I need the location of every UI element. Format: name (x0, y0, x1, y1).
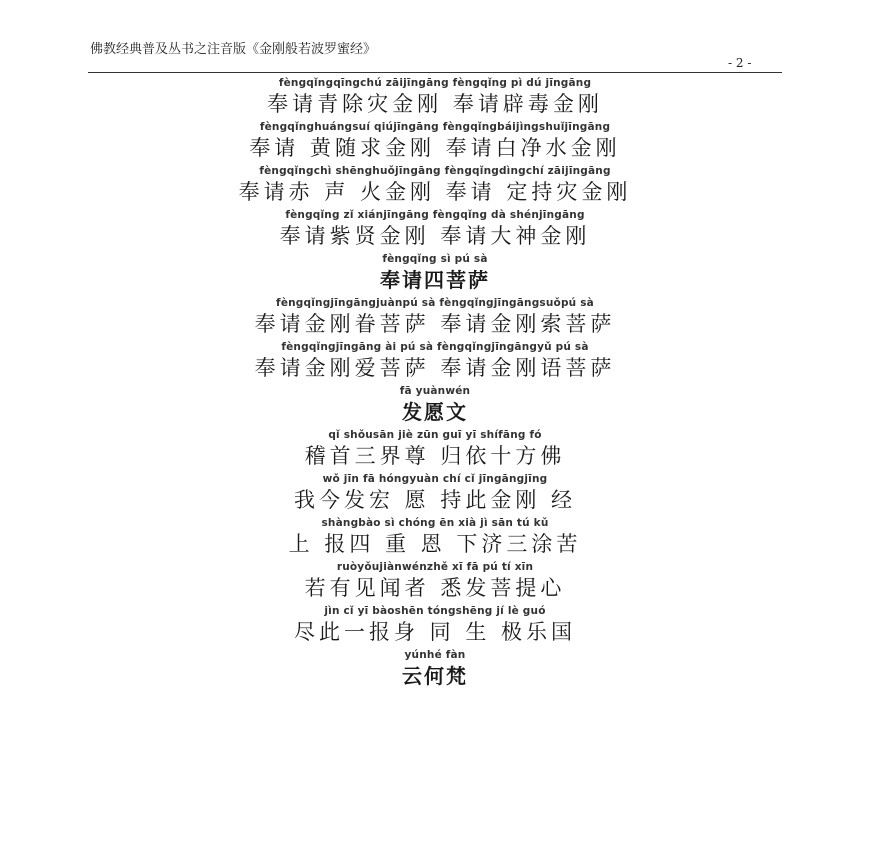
hanzi-line: 上 报四 重 恩 下济三涂苦 (288, 532, 582, 556)
pinyin-line: qǐ shǒusān jiè zūn guī yī shífāng fó (328, 429, 542, 441)
hanzi-line: 稽首三界尊 归依十方佛 (304, 444, 566, 468)
section-heading: 奉请四菩萨 (380, 268, 490, 292)
hanzi-line: 奉请赤 声 火金刚 奉请 定持灾金刚 (238, 180, 632, 204)
hanzi-line: 奉请金刚眷菩萨 奉请金刚索菩萨 (254, 312, 616, 336)
section-heading-pinyin: yúnhé fàn (404, 649, 466, 661)
section-heading-pinyin: fèngqǐng sì pú sà (382, 253, 488, 265)
page-number: - 2 - (728, 56, 752, 70)
pinyin-line: fèngqǐng zǐ xiánjīngāng fèngqǐng dà shénjīngāng (285, 209, 585, 221)
sutra-text-body (0, 76, 870, 692)
header-divider (88, 72, 782, 73)
section-heading-pinyin: fā yuànwén (399, 385, 471, 397)
hanzi-line: 奉请青除灾金刚 奉请辟毒金刚 (267, 92, 603, 116)
pinyin-line: jìn cǐ yī bàoshēn tóngshēng jí lè guó (324, 605, 546, 617)
hanzi-line: 奉请紫贤金刚 奉请大神金刚 (279, 224, 591, 248)
section-heading: 发愿文 (402, 400, 468, 424)
pinyin-line: ruòyǒujiànwénzhě xī fā pú tí xīn (336, 561, 534, 573)
pinyin-line: fèngqǐngqīngchú zāijīngāng fèngqǐng pì dú jīngāng (278, 77, 592, 89)
header-title: 佛教经典普及丛书之注音版《金刚般若波罗蜜经》 (90, 42, 377, 57)
hanzi-line: 奉请金刚爱菩萨 奉请金刚语菩萨 (254, 356, 616, 380)
pinyin-line: fèngqǐngchì shēnghuǒjīngāng fèngqǐngdìngchí zāijīngāng (259, 165, 611, 177)
section-heading: 云何梵 (402, 664, 468, 688)
hanzi-line: 奉请 黄随求金刚 奉请白净水金刚 (249, 136, 621, 160)
pinyin-line: fèngqǐngjīngāngjuànpú sà fèngqǐngjīngāngsuǒpú sà (276, 297, 594, 309)
pinyin-line: fèngqǐnghuángsuí qiújīngāng fèngqǐngbáijìngshuǐjīngāng (259, 121, 611, 133)
hanzi-line: 尽此一报身 同 生 极乐国 (293, 620, 577, 644)
pinyin-line: wǒ jīn fā hóngyuàn chí cǐ jīngāngjīng (322, 473, 548, 485)
pinyin-line: shàngbào sì chóng ēn xià jì sān tú kǔ (321, 517, 549, 529)
pinyin-line: fèngqǐngjīngāng ài pú sà fèngqǐngjīngāngyǔ pú sà (281, 341, 589, 353)
hanzi-line: 我今发宏 愿 持此金刚 经 (293, 488, 577, 512)
hanzi-line: 若有见闻者 悉发菩提心 (304, 576, 566, 600)
